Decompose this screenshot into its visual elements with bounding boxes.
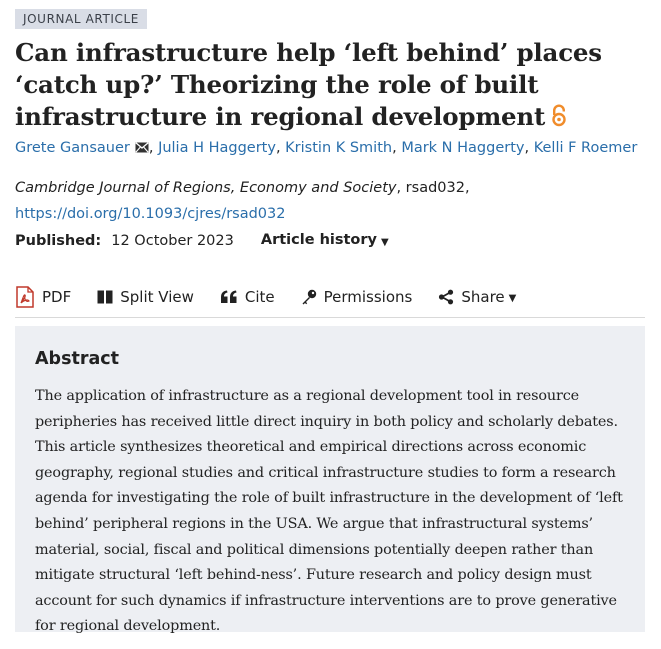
article-title-text: Can infrastructure help ‘left behind’ places ‘catch up?’ Theorizing the role of built infrastructure in regional development bbox=[15, 38, 602, 131]
cite-label: Cite bbox=[244, 288, 275, 306]
open-access-lock-icon bbox=[551, 104, 567, 128]
author-link[interactable]: Kristin K Smith bbox=[285, 140, 393, 156]
caret-down-icon: ▼ bbox=[381, 237, 389, 248]
pdf-button[interactable] bbox=[15, 286, 71, 308]
article-title bbox=[15, 37, 645, 133]
article-type-badge: JOURNAL ARTICLE bbox=[15, 9, 147, 29]
citation-block bbox=[15, 175, 645, 227]
article-history-label: Article history bbox=[260, 232, 378, 248]
share-label: Share bbox=[461, 288, 505, 306]
journal-name: Cambridge Journal of Regions, Economy and Society bbox=[15, 180, 397, 196]
author-link[interactable]: Grete Gansauer bbox=[15, 140, 130, 156]
share-icon bbox=[438, 289, 454, 305]
cite-button[interactable] bbox=[220, 288, 275, 306]
caret-down-icon: ▼ bbox=[508, 292, 517, 304]
permissions-label: Permissions bbox=[323, 288, 413, 306]
article-history-button[interactable] bbox=[261, 227, 389, 255]
split-view-button[interactable] bbox=[97, 288, 194, 306]
abstract-heading: Abstract bbox=[35, 349, 120, 369]
author-list: Grete Gansauer , Julia H Haggerty, Kristin K Smith, Mark N Haggerty, Kelli F Roemer bbox=[15, 140, 638, 156]
published-label: Published: bbox=[15, 233, 102, 249]
split-view-label: Split View bbox=[120, 288, 194, 306]
quote-icon bbox=[220, 290, 238, 304]
published-date: 12 October 2023 bbox=[111, 233, 234, 249]
share-button[interactable] bbox=[438, 288, 516, 306]
permissions-button[interactable] bbox=[301, 288, 413, 306]
abstract-section bbox=[15, 326, 645, 635]
split-view-icon bbox=[97, 290, 113, 304]
key-icon bbox=[301, 289, 317, 305]
article-header bbox=[15, 8, 645, 635]
author-link[interactable]: Kelli F Roemer bbox=[533, 140, 638, 156]
publication-info bbox=[15, 227, 645, 255]
pdf-icon bbox=[15, 286, 35, 308]
envelope-icon[interactable] bbox=[135, 138, 149, 149]
abstract-text: The application of infrastructure as a regional development tool in resource peripheries has received little direct inquiry in both policy and scholarly debates. This article synthesizes theoretical and empirical directions across economic geography, regional studies and critical infrastructure studies to form a research agenda for investigating the role of built infrastructure in the development of ‘left behind’ peripheral regions in the USA. We argue that infrastructural systems’ material, social, fiscal and political dimensions potentially deepen rather than mitigate structural ‘left behind-ness’. Future research and policy design must account for such dynamics if infrastructure interventions are to prove generative for regional development. bbox=[35, 388, 623, 635]
article-toolbar bbox=[15, 278, 645, 318]
author-link[interactable]: Mark N Haggerty bbox=[401, 140, 525, 156]
author-link[interactable]: Julia H Haggerty bbox=[158, 140, 276, 156]
pdf-label: PDF bbox=[42, 288, 72, 306]
article-id: , rsad032, bbox=[396, 180, 470, 196]
doi-link[interactable]: https://doi.org/10.1093/cjres/rsad032 bbox=[15, 206, 286, 222]
